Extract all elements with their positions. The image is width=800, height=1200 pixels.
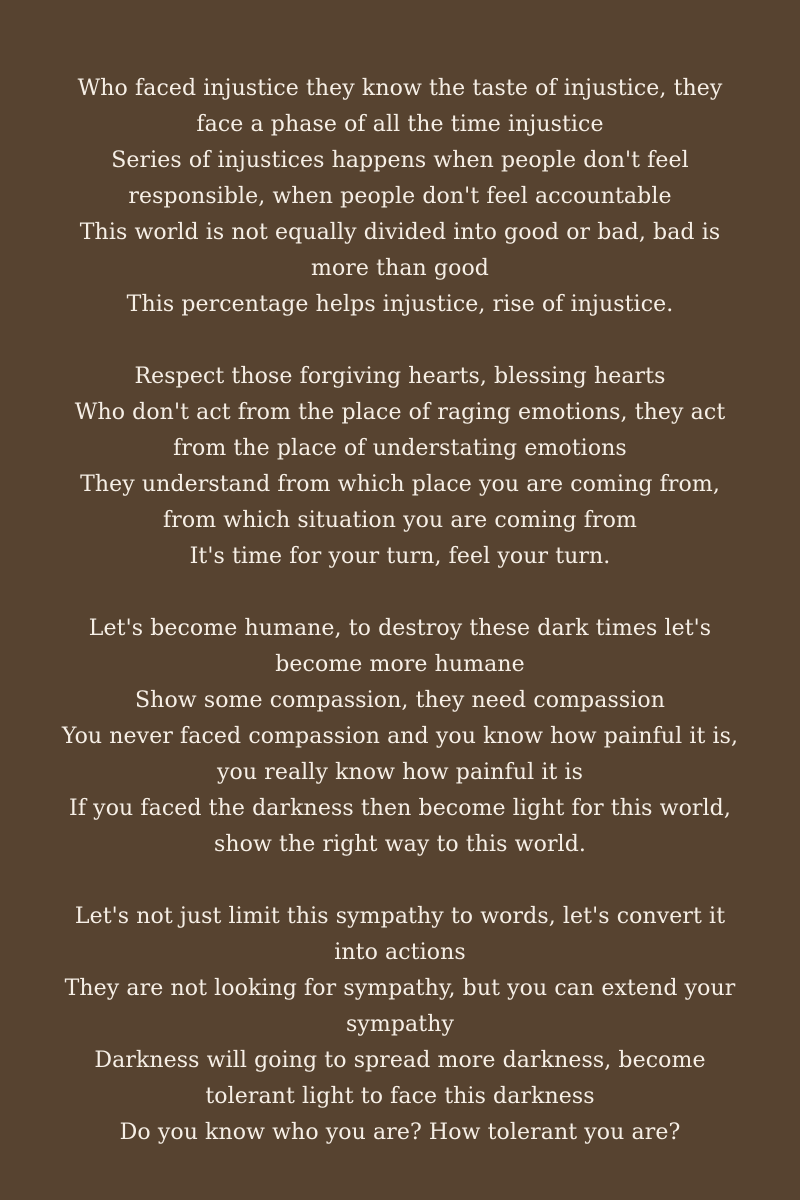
stanza-3 xyxy=(60,611,740,863)
poem-line: Respect those forgiving hearts, blessing hearts xyxy=(134,364,666,389)
stanza-4 xyxy=(60,899,740,1151)
poem-line: Show some compassion, they need compassion xyxy=(135,688,665,713)
poem-line: Series of injustices happens when people don't feel responsible, when people don't feel accountable xyxy=(111,148,689,209)
poem-line: Do you know who you are? How tolerant you are? xyxy=(119,1120,681,1145)
poem-line: Who faced injustice they know the taste of injustice, they face a phase of all the time injustice xyxy=(77,76,723,137)
poem-line: You never faced compassion and you know how painful it is, you really know how painful it is xyxy=(61,724,739,785)
stanza-2 xyxy=(60,359,740,575)
poem-line: Let's become humane, to destroy these dark times let's become more humane xyxy=(88,616,712,677)
poem-text xyxy=(60,71,740,1151)
poem-line: If you faced the darkness then become light for this world, show the right way to this world. xyxy=(69,796,731,857)
stanza-1 xyxy=(60,71,740,323)
poem-line: It's time for your turn, feel your turn. xyxy=(189,544,611,569)
poem-line: Let's not just limit this sympathy to words, let's convert it into actions xyxy=(74,904,726,965)
poem-line: They understand from which place you are coming from, from which situation you are coming from xyxy=(80,472,720,533)
poem-line: Who don't act from the place of raging emotions, they act from the place of understating emotions xyxy=(74,400,726,461)
poem-line: They are not looking for sympathy, but you can extend your sympathy xyxy=(64,976,736,1037)
poem-line: This percentage helps injustice, rise of injustice. xyxy=(126,292,674,317)
poem-line: Darkness will going to spread more darkness, become tolerant light to face this darkness xyxy=(94,1048,706,1109)
poem-line: This world is not equally divided into good or bad, bad is more than good xyxy=(79,220,721,281)
